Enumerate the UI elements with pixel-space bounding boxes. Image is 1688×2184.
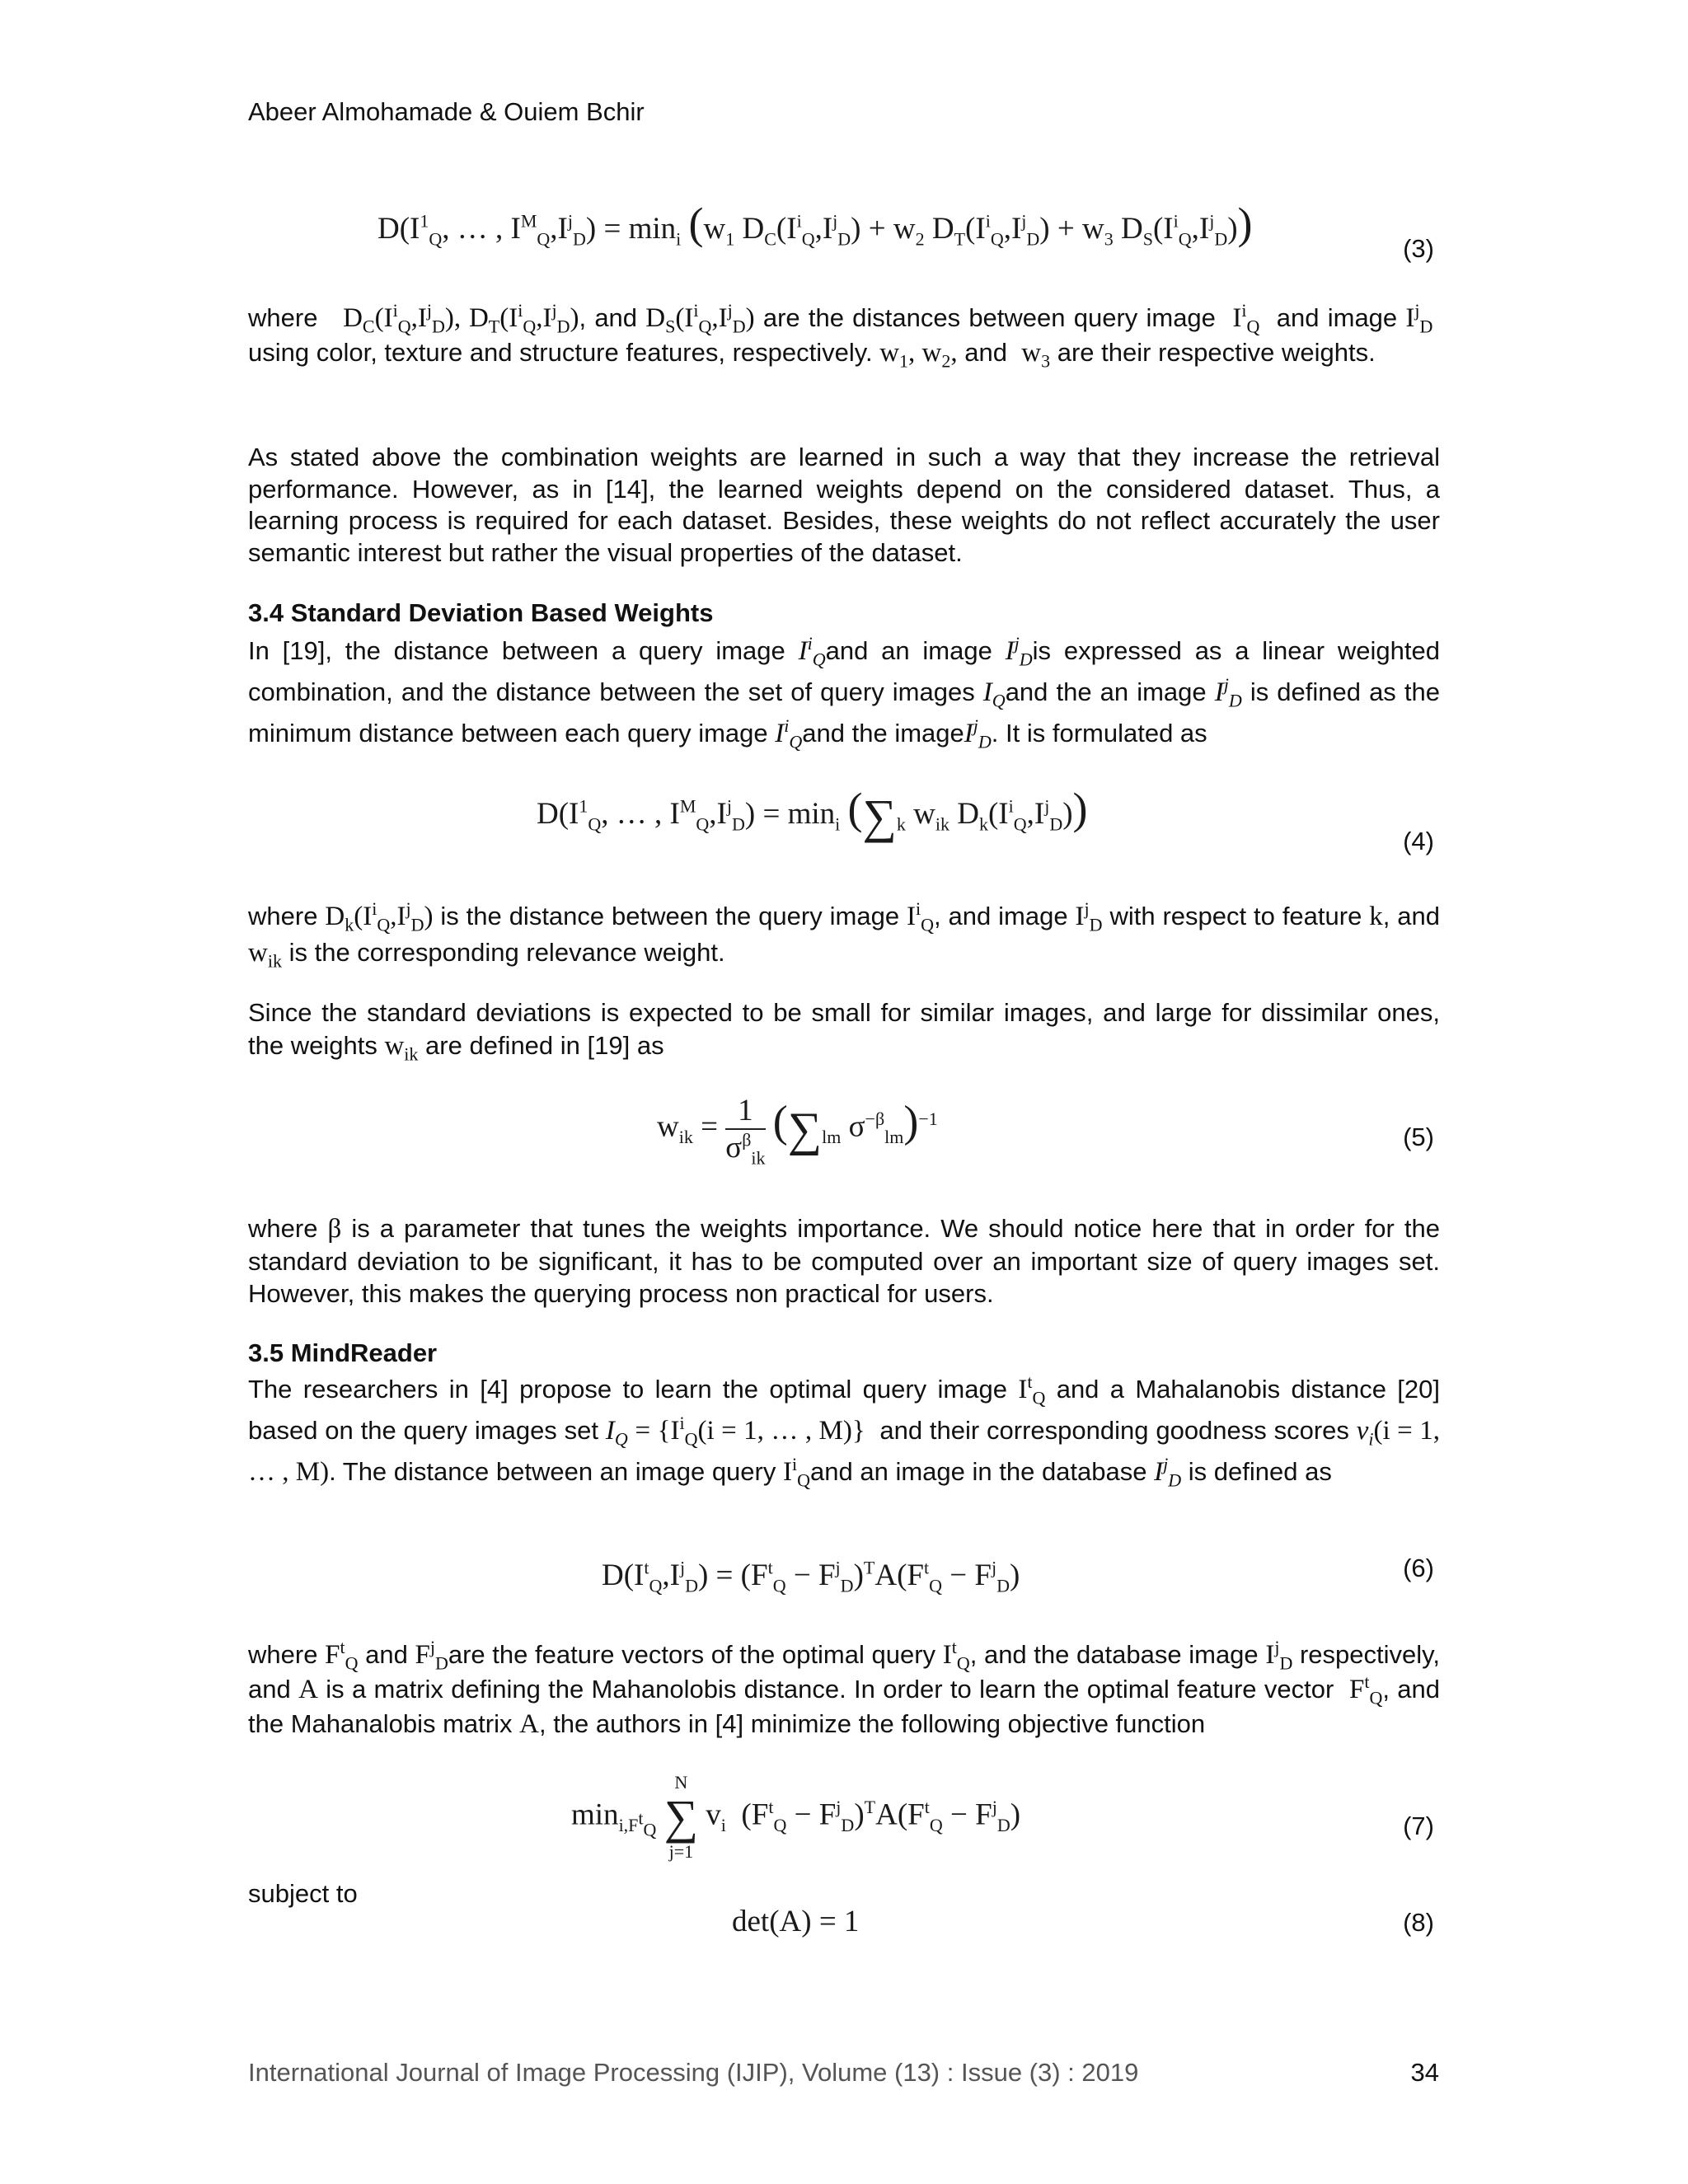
paragraph-learned-weights: As stated above the combination weights are learned in such a way that they increase the retrieval performance. However, as in [14], the learned weights depend on the considered dataset. Thus, a learning process is required for each dataset. Besides, these weights do not reflect accurately the user semantic interest but rather the visual properties of the dataset. (248, 443, 1440, 567)
journal-footer: International Journal of Image Processing (IJIP), Volume (13) : Issue (3) : 2019 (248, 2058, 1139, 2087)
equation-5: $w_{ik}$ = $\frac{1}{\sigma^\beta_{ik}}$ ($\sum_{lm}$ $\sigma^{-\beta}_{lm})^{-1}$ (657, 1094, 938, 1169)
subject-to-label: subject to (248, 1879, 358, 1908)
paragraph-std-small-large: Since the standard deviations is expected to be small for similar images, and large for dissimilar ones, the weights $w_{ik}$ are defined in [19] as (248, 998, 1440, 1065)
paragraph-std-weights: In [19], the distance between a query image $I^i_Qand$ an image $I^j_Dis$ expressed as a linear weighted combination, and the distance between the set of query images $I_Qand$ the an image $I^j_D$ is defined as the minimum distance between each query image $I^i_Qand$ the imageI$^j_D$. It is formulated as (248, 633, 1440, 752)
equation-6-number: (6) (1403, 1554, 1434, 1582)
section-heading-3-4: 3.4 Standard Deviation Based Weights (248, 598, 714, 627)
equation-7: $\min_{i,F^t_Q}$ N ∑ j=1 $v_i$ $(F^t_Q - F^j_D)^TA(F^t_Q - F^j_D)$ (571, 1772, 1021, 1862)
equation-3-number: (3) (1403, 234, 1434, 263)
equation-8-number: (8) (1403, 1908, 1434, 1937)
page-number: 34 (1410, 2058, 1439, 2087)
paragraph-mindreader: The researchers in [4] propose to learn the optimal query image $I^t_Q$ and a Mahalanobis distance [20] based on the query images set $I_Q = \{I^i_Q(i = 1$, … , M)} and their corresponding goodness scores $v_i(i = 1$, … , M). The distance between an image query $I^i_Qand$ an image in the database $I^j_D$ is defined as (248, 1371, 1440, 1491)
equation-8: det(A) = 1 (732, 1905, 860, 1938)
paragraph-distances: where $D_C(I^i_Q,I^j_D)$, $D_T(I^i_Q,I^j_D)$, and $D_S(I^i_Q,I^j_D)$ are the distances between query image $I^i_Q$ and image $I^j_D$ using color, texture and structure features, respectively. $w_1$, $w_2$, and $w_3$ are their respective weights. (248, 300, 1433, 372)
equation-5-number: (5) (1403, 1122, 1434, 1151)
equation-6: $D(I^t_Q,I^j_D) = (F^t_Q - F^j_D)^TA(F^t_Q - F^j_D)$ (602, 1557, 1020, 1596)
equation-4-number: (4) (1403, 827, 1434, 855)
paragraph-feature-vectors: where $F^t_Q$ and $F^j_Dare$ the feature vectors of the optimal query $I^t_Q$, and the database image $I^j_D$ respectively, and A is a matrix defining the Mahanolobis distance. In order to learn the optimal feature vector $F^t_Q$, and the Mahanalobis matrix A, the authors in [4] minimize the following objective function (248, 1637, 1440, 1739)
section-heading-3-5: 3.5 MindReader (248, 1338, 438, 1367)
running-header: Abeer Almohamade & Ouiem Bchir (248, 97, 645, 126)
paragraph-beta: where β is a parameter that tunes the weights importance. We should notice here that in order for the standard deviation to be significant, it has to be computed over an important size of query images set. However, this makes the querying process non practical for users. (248, 1214, 1440, 1308)
equation-3: $D(I^1_Q$, … , $I^M_Q,I^j_D) = \min_i (w_1$ $D_C(I^i_Q,I^j_D) + w_2$ $D_T(I^i_Q,I^j_D) + w_3$ $D_S(I^i_Q,I^j_D)$) (377, 199, 1253, 250)
equation-4: $D(I^1_Q$, … , $I^M_Q,I^j_D) = \min_i (\sum_k$ $w_{ik}$ $D_k(I^i_Q,I^j_D)$) (537, 784, 1088, 844)
equation-7-number: (7) (1403, 1811, 1434, 1840)
paragraph-dk-distance: where $D_k(I^i_Q,I^j_D)$ is the distance between the query image $I^i_Q$, and image $I^j_D$ with respect to feature k, and $w_{ik}$ is the corresponding relevance weight. (248, 898, 1441, 972)
